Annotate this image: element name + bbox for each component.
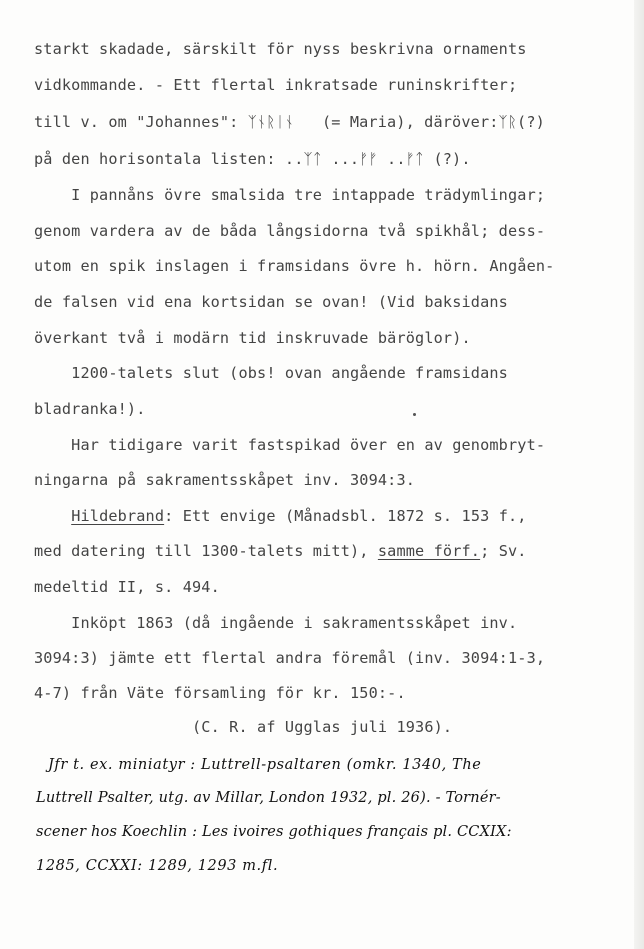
typed-line: till v. om "Johannes": ᛉᚾᚱᛁᚾ (= Maria), däröver:ᛉᚱ(?)	[34, 113, 545, 131]
typed-line: vidkommande. - Ett flertal inkratsade runinskrifter;	[34, 76, 518, 94]
typed-line: utom en spik inslagen i framsidans övre h. hörn. Angåen-	[34, 257, 555, 275]
typed-line: starkt skadade, särskilt för nyss beskrivna ornaments	[34, 40, 527, 58]
typed-line: Inköpt 1863 (då ingående i sakramentsskåpet inv.	[34, 614, 518, 632]
signature-line: (C. R. af Ugglas juli 1936).	[34, 718, 453, 736]
underlined-ibid: samme förf.	[377, 542, 481, 560]
typed-line: Har tidigare varit fastspikad över en av genombryt-	[34, 436, 546, 454]
typed-line-reference: med datering till 1300-talets mitt), samme förf.; Sv.	[34, 542, 527, 560]
handwritten-note-line: Luttrell Psalter, utg. av Millar, London 1932, pl. 26). - Tornér-	[36, 790, 501, 806]
typed-line: 1200-talets slut (obs! ovan angående framsidans	[34, 364, 508, 382]
typed-line: ningarna på sakramentsskåpet inv. 3094:3.	[34, 471, 416, 489]
typed-line: överkant två i modärn tid inskruvade bäröglor).	[34, 329, 471, 347]
typed-line: 3094:3) jämte ett flertal andra föremål (inv. 3094:1-3,	[34, 649, 546, 667]
handwritten-note-line: 1285, CCXXI: 1289, 1293 m.fl.	[36, 858, 279, 874]
handwritten-note-line: scener hos Koechlin : Les ivoires gothiques français pl. CCXIX:	[36, 824, 512, 840]
typed-line: på den horisontala listen: ..ᛉᛏ ...ᚠᚠ ..ᚠᛏ (?).	[34, 150, 471, 168]
typed-line: bladranka!).	[34, 400, 146, 418]
typed-line-reference: Hildebrand: Ett envige (Månadsbl. 1872 s. 153 f.,	[71, 507, 527, 525]
ink-dot	[413, 413, 416, 416]
typed-line: 4-7) från Väte församling för kr. 150:-.	[34, 684, 406, 702]
typed-line: genom vardera av de båda långsidorna två spikhål; dess-	[34, 222, 546, 240]
typed-line: medeltid II, s. 494.	[34, 578, 220, 596]
typed-line: de falsen vid ena kortsidan se ovan! (Vid baksidans	[34, 293, 508, 311]
handwritten-note-line: Jfr t. ex. miniatyr : Luttrell-psaltaren (omkr. 1340, The	[48, 757, 482, 773]
underlined-author: Hildebrand	[71, 507, 165, 525]
typed-line: I pannåns övre smalsida tre intappade trädymlingar;	[34, 186, 546, 204]
